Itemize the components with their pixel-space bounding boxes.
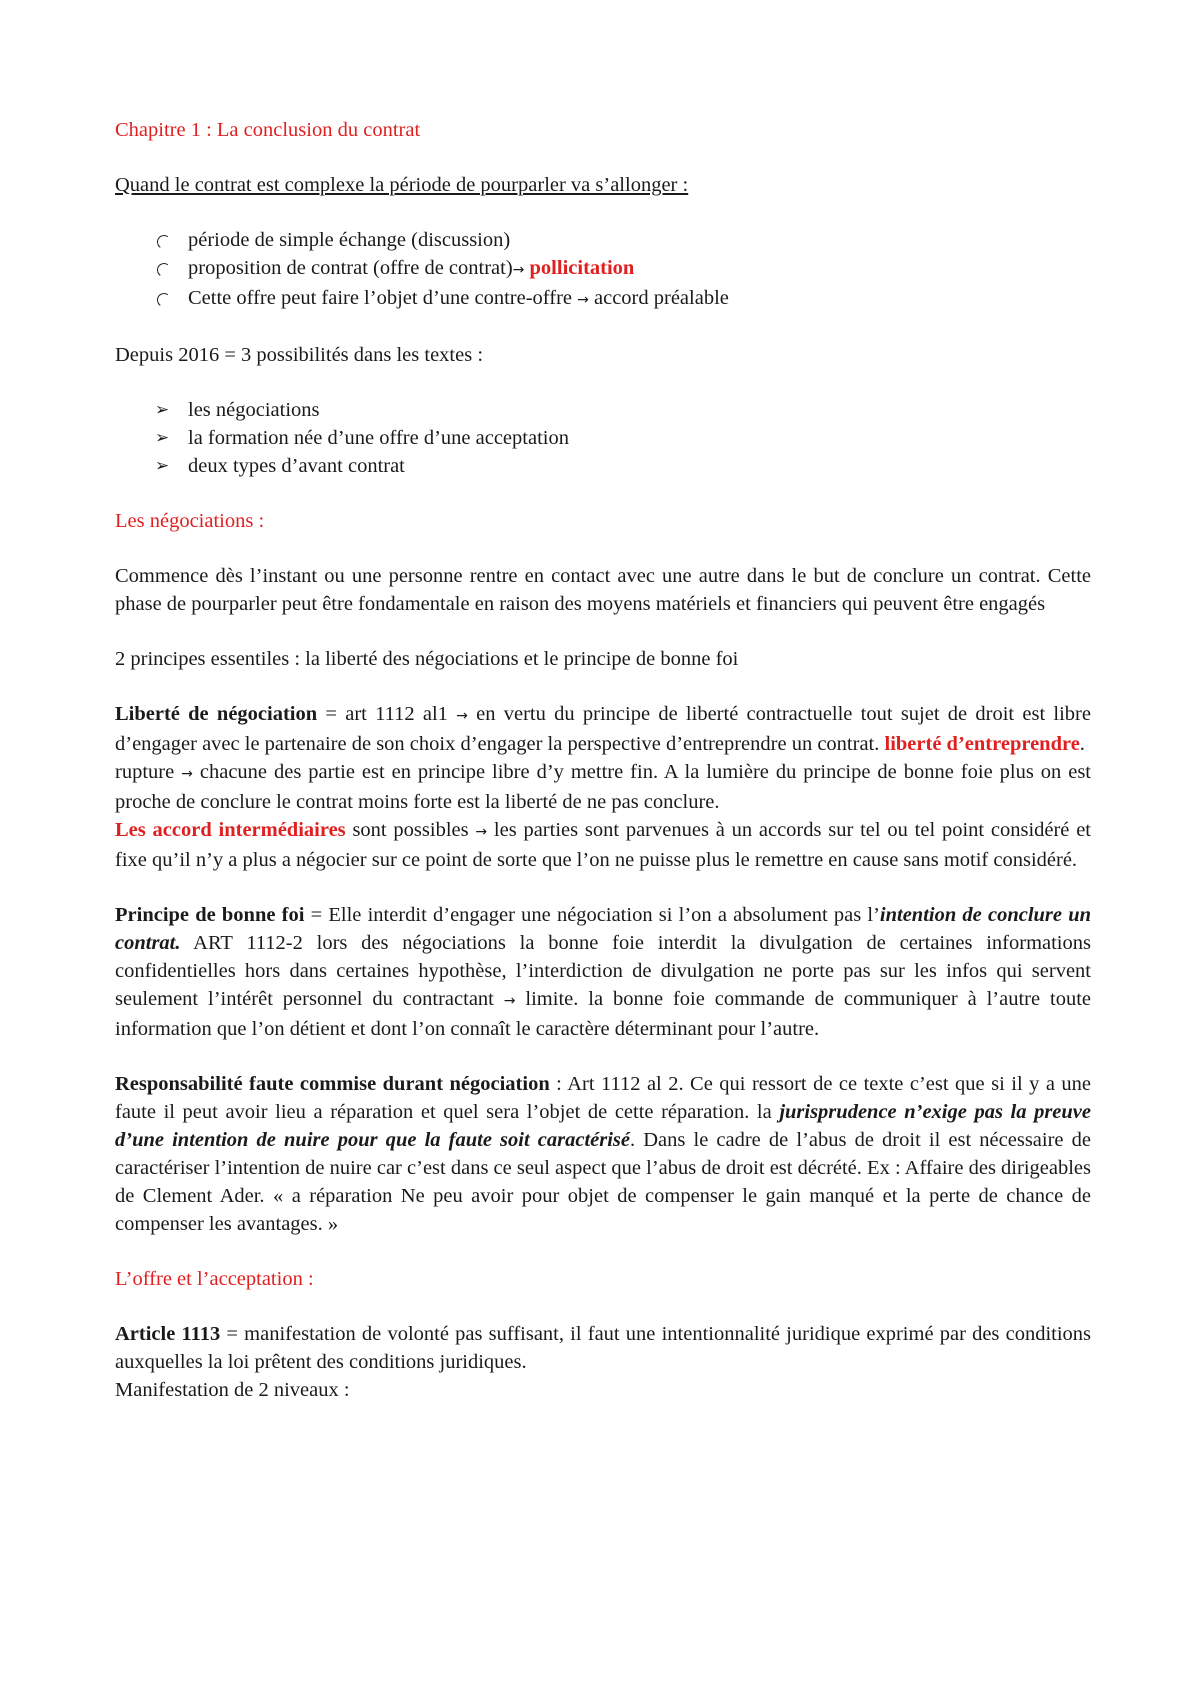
since-2016-line: Depuis 2016 = 3 possibilités dans les textes :	[115, 344, 484, 366]
text-segment: = manifestation de volonté pas suffisant, il faut une intentionnalité juridique exprimé par des conditions auxquelles la loi prêtent des conditions juridiques.	[115, 1323, 1092, 1373]
list-item	[115, 254, 1091, 284]
list-item	[115, 452, 1091, 480]
right-arrow-icon: →	[577, 292, 589, 308]
bonne-foi-term: Principe de bonne foi	[115, 904, 305, 926]
list-item	[115, 226, 1091, 254]
arrowhead-icon: ➢	[155, 400, 170, 420]
section-heading-negociations: Les négociations :	[115, 510, 265, 532]
list-item	[115, 424, 1091, 452]
text-segment: chacune des partie est en principe libre d’y mettre fin. A la lumière du principe de bonne foie plus on est proche de conclure le contrat moins forte est la liberté de ne pas conclure.	[115, 761, 1091, 813]
arrowhead-icon: ➢	[155, 456, 170, 476]
text-segment: sont possibles	[345, 819, 476, 841]
article-1113-paragraph	[115, 1320, 1091, 1376]
right-arrow-icon: →	[475, 824, 488, 840]
principes-line: 2 principes essentiles : la liberté des négociations et le principe de bonne foi	[115, 648, 739, 670]
document-body	[115, 116, 1091, 1404]
right-arrow-icon: →	[456, 708, 468, 724]
right-arrow-icon: →	[181, 766, 193, 782]
text-segment: les parties sont parvenues à un accords sur tel ou tel point considéré et fixe qu’il n’y a plus a négocier sur ce point de sorte que l’on ne puisse plus le remettre en cause sans motif considéré.	[115, 819, 1091, 871]
right-arrow-icon: →	[503, 993, 516, 1009]
pollicitation-term: pollicitation	[529, 257, 635, 279]
phase-list	[115, 226, 1091, 314]
responsabilite-paragraph	[115, 1070, 1091, 1238]
text-segment: .	[1079, 733, 1085, 755]
open-circle-icon	[156, 234, 172, 250]
list-item-text: les négociations	[188, 399, 320, 421]
liberte-entreprendre-term: liberté d’entreprendre	[884, 733, 1080, 755]
liberte-paragraph	[115, 700, 1091, 758]
chapter-title: Chapitre 1 : La conclusion du contrat	[115, 119, 421, 141]
list-item-text: période de simple échange (discussion)	[188, 229, 511, 251]
rupture-paragraph	[115, 758, 1091, 816]
intro-line: Quand le contrat est complexe la période de pourparler va s’allonger :	[115, 174, 689, 196]
text-segment: . Dans le cadre de l’abus de droit il est nécessaire de caractériser l’intention de nuire car c’est dans ce seul aspect que l’abus de droit est décrété. Ex : Affaire des dirigeables de Clement Ader. « a réparation Ne peu avoir pour objet de compenser le gain manqué et la perte de chance de compenser les avantages. »	[115, 1129, 1091, 1235]
liberte-term: Liberté de négociation	[115, 703, 318, 725]
accords-paragraph	[115, 816, 1091, 874]
text-segment: = art 1112 al1	[317, 703, 457, 725]
bonne-foi-paragraph	[115, 901, 1091, 1043]
text-segment: en vertu du principe de liberté contractuelle tout sujet de droit est libre d’engager avec le partenaire de son choix d’engager la perspective d’entreprendre un contrat.	[115, 703, 1091, 755]
list-item	[115, 396, 1091, 424]
text-segment: rupture	[115, 761, 182, 783]
accords-term: Les accord intermédiaires	[115, 819, 346, 841]
text-segment: : Art 1112 al 2. Ce qui ressort de ce texte c’est que si il y a une faute il peut avoir lieu a réparation et quel sera l’objet de cette réparation. la	[115, 1073, 1091, 1123]
section-heading-offre: L’offre et l’acceptation :	[115, 1268, 314, 1290]
text-segment: limite. la bonne foie commande de communiquer à l’autre toute information que l’on détient et dont l’on connaît le caractère déterminant pour l’autre.	[115, 988, 1091, 1040]
list-item-text: la formation née d’une offre d’une acceptation	[188, 427, 569, 449]
text-segment: ART 1112-2 lors des négociations la bonne foie interdit la divulgation de certaines informations confidentielles hors dans certaines hypothèse, l’interdiction de divulgation ne porte pas sur les infos qui servent seulement l’intérêt personnel du contractant	[115, 932, 1091, 1010]
manifestation-line: Manifestation de 2 niveaux :	[115, 1379, 350, 1401]
text-segment: = Elle interdit d’engager une négociation si l’on a absolument pas l’	[304, 904, 880, 926]
list-item	[115, 284, 1091, 314]
open-circle-icon	[156, 292, 172, 308]
list-item-text: deux types d’avant contrat	[188, 455, 405, 477]
possibilities-list	[115, 396, 1091, 480]
article-1113-term: Article 1113	[115, 1323, 221, 1345]
open-circle-icon	[156, 262, 172, 278]
list-item-text: proposition de contrat (offre de contrat)	[188, 257, 513, 279]
arrowhead-icon: ➢	[155, 428, 170, 448]
bonne-foi-emphasis: intention de conclure un contrat.	[115, 904, 1091, 954]
commence-paragraph: Commence dès l’instant ou une personne rentre en contact avec une autre dans le but de conclure un contrat. Cette phase de pourparler peut être fondamentale en raison des moyens matériels et financiers qui peuvent être engagés	[115, 565, 1091, 615]
list-item-text: Cette offre peut faire l’objet d’une contre-offre	[188, 287, 578, 309]
right-arrow-icon: →	[512, 262, 525, 278]
responsabilite-emphasis: jurisprudence n’exige pas la preuve d’une intention de nuire pour que la faute soit caractérisé	[115, 1101, 1091, 1151]
list-item-tail: accord préalable	[588, 287, 729, 309]
responsabilite-term: Responsabilité faute commise durant négociation	[115, 1073, 550, 1095]
